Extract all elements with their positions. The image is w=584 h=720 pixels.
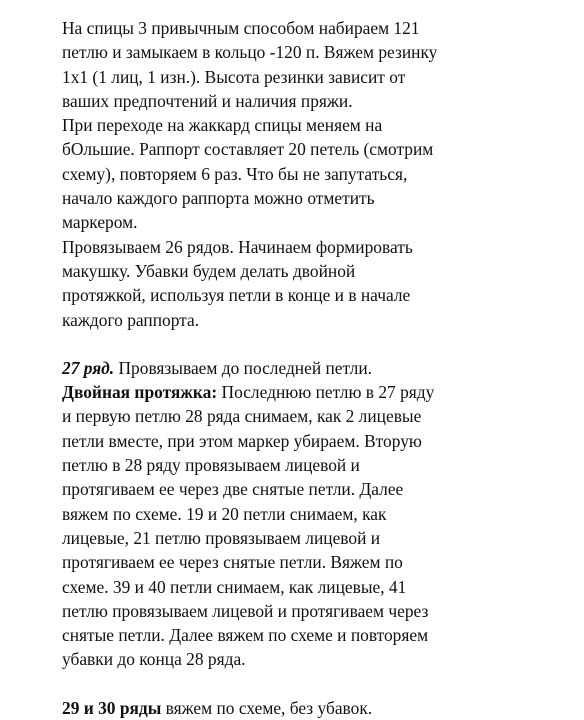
text-line: схему), повторяем 6 раз. Что бы не запутаться, xyxy=(62,163,408,184)
text-line: бОльшие. Раппорт составляет 20 петель (смотрим xyxy=(62,139,434,160)
text-line: начало каждого раппорта можно отметить xyxy=(62,188,375,209)
paragraph-gap xyxy=(62,672,572,696)
intro-paragraph xyxy=(62,16,572,332)
document-page xyxy=(62,16,572,720)
text-line: каждого раппорта. xyxy=(62,309,200,330)
row29-rest: вяжем по схеме, без убавок. xyxy=(161,697,373,718)
text-line: протягиваем ее через две снятые петли. Далее xyxy=(62,479,404,500)
double-pass-line xyxy=(62,380,572,404)
double-pass-label: Двойная протяжка: xyxy=(62,382,218,403)
row29-line xyxy=(62,696,572,720)
text-line: лицевые, 21 петлю провязываем лицевой и xyxy=(62,527,381,548)
text-line: убавки до конца 28 ряда. xyxy=(62,649,246,670)
text-line: схеме. 39 и 40 петли снимаем, как лицевые, 41 xyxy=(62,576,407,597)
row27-paragraph xyxy=(62,356,572,672)
text-line: протяжкой, используя петли в конце и в начале xyxy=(62,285,411,306)
double-pass-rest: Последнюю петлю в 27 ряду xyxy=(217,382,435,403)
text-line: и первую петлю 28 ряда снимаем, как 2 лицевые xyxy=(62,406,422,427)
text-line: маркером. xyxy=(62,212,138,233)
text-line: снятые петли. Далее вяжем по схеме и повторяем xyxy=(62,625,429,646)
row27-label: 27 ряд. xyxy=(62,357,115,378)
text-line: макушку. Убавки будем делать двойной xyxy=(62,260,356,281)
text-line: На спицы 3 привычным способом набираем 121 xyxy=(62,18,420,38)
text-line: петлю и замыкаем в кольцо -120 п. Вяжем резинку xyxy=(62,42,438,63)
row29-label: 29 и 30 ряды xyxy=(62,697,162,718)
row29-paragraph xyxy=(62,696,572,720)
text-line: петлю в 28 ряду провязываем лицевой и xyxy=(62,455,360,476)
text-line: ваших предпочтений и наличия пряжи. xyxy=(62,90,353,111)
text-line: петли вместе, при этом маркер убираем. Вторую xyxy=(62,430,422,451)
text-line: протягиваем ее через снятые петли. Вяжем по xyxy=(62,552,403,573)
text-line: 1х1 (1 лиц, 1 изн.). Высота резинки зависит от xyxy=(62,66,406,87)
text-line: вяжем по схеме. 19 и 20 петли снимаем, как xyxy=(62,503,387,524)
text-line: Провязываем 26 рядов. Начинаем формировать xyxy=(62,236,413,257)
paragraph-gap xyxy=(62,332,572,356)
row27-label-rest: Провязываем до последней петли. xyxy=(114,357,373,378)
row27-heading-line xyxy=(62,356,572,380)
text-line: При переходе на жаккард спицы меняем на xyxy=(62,115,383,136)
text-line: петлю провязываем лицевой и протягиваем через xyxy=(62,600,429,621)
